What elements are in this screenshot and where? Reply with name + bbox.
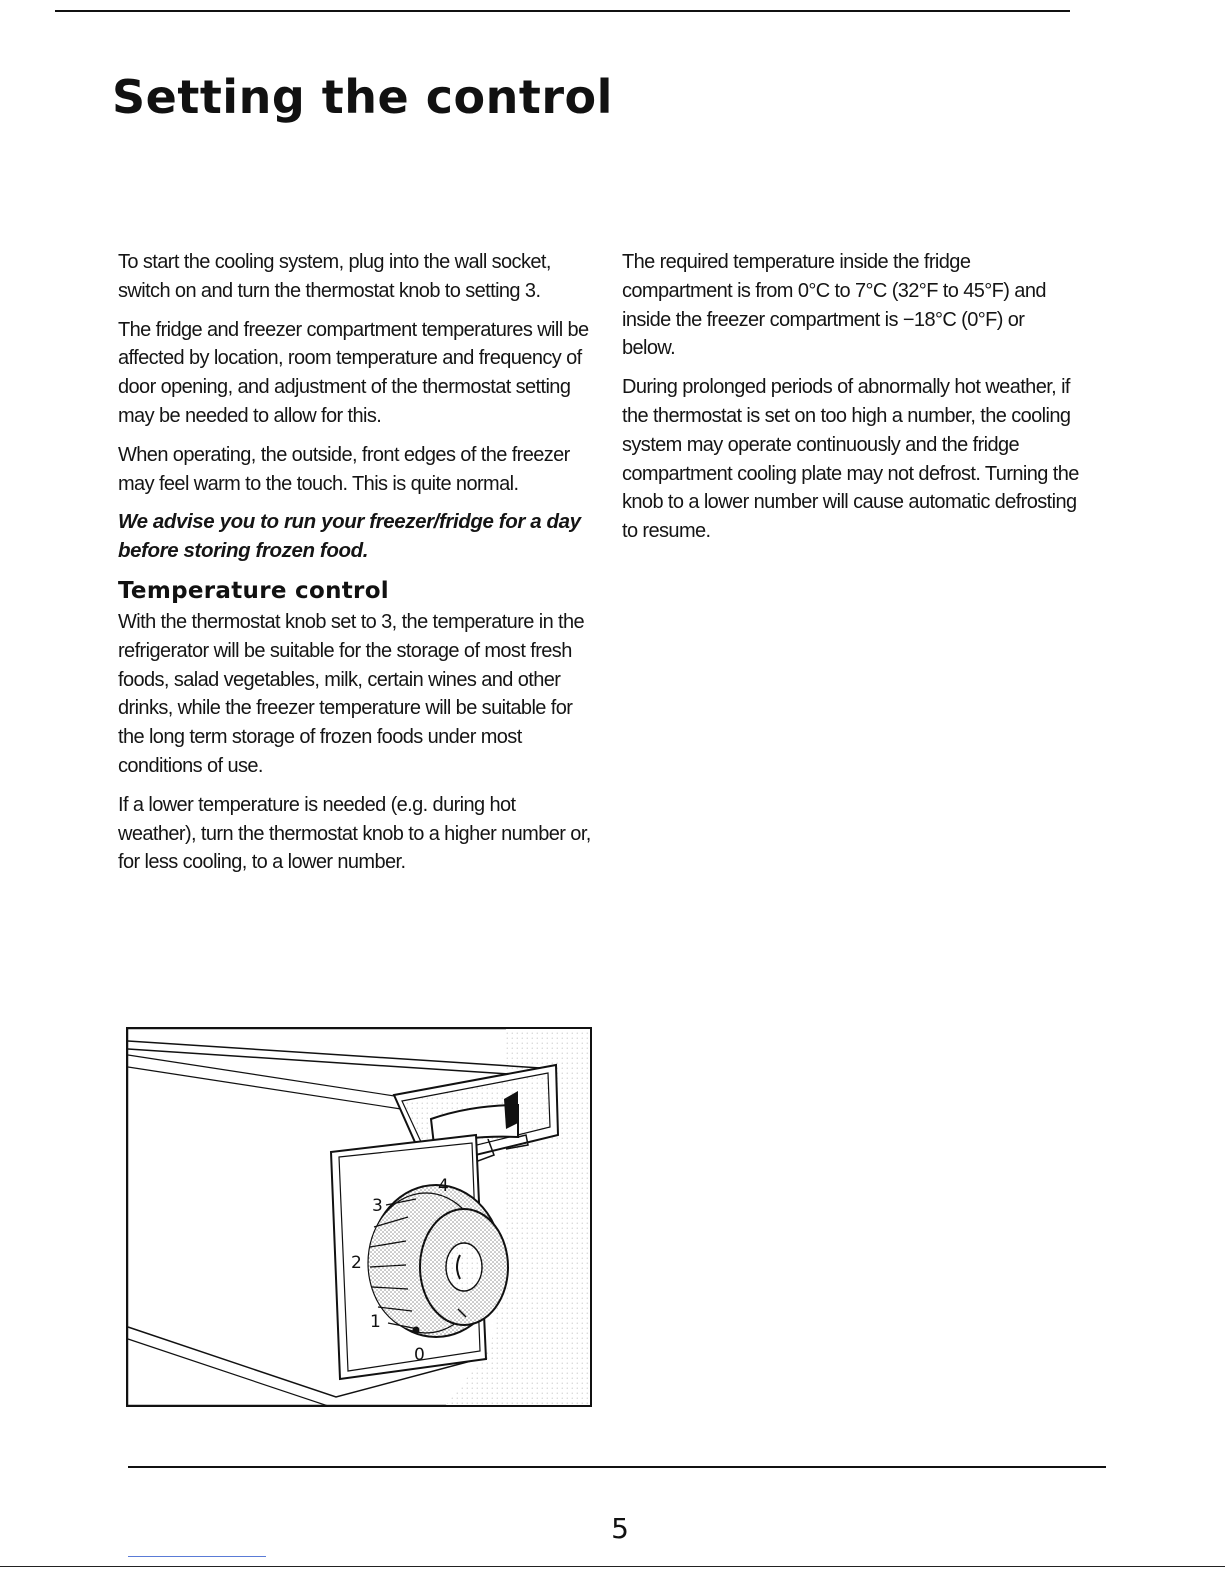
dial-label-1: 1: [370, 1312, 381, 1332]
scan-edge-mark: [128, 1556, 266, 1557]
thermostat-illustration: [126, 1027, 592, 1407]
right-column: [622, 248, 1082, 556]
required-temperature-paragraph: The required temperature inside the fridge compartment is from 0°C to 7°C (32°F to 45°F) and inside the freezer compartment is −18°C (0°F) or below.: [622, 251, 1046, 360]
top-rule: [55, 10, 1070, 12]
page-number: 5: [611, 1512, 629, 1545]
dial-label-4: 4: [438, 1176, 449, 1196]
dial-label-0: 0: [414, 1345, 425, 1365]
thermostat-setting-paragraph: With the thermostat knob set to 3, the temperature in the refrigerator will be suitable for the storage of most fresh foods, salad vegetables, milk, certain wines and other drinks, while the freezer temperature will be suitable for the long term storage of frozen foods under most conditions of use.: [118, 610, 585, 777]
scan-bottom-edge: [0, 1566, 1225, 1567]
left-column: [118, 248, 593, 887]
dial-label-2: 2: [351, 1253, 362, 1273]
thermostat-drawing: [126, 1027, 592, 1407]
temperature-factors-paragraph: The fridge and freezer compartment temperatures will be affected by location, room temperature and frequency of door opening, and adjustment of the thermostat setting may be needed to allow for this.: [118, 318, 589, 427]
intro-paragraph: To start the cooling system, plug into the wall socket, switch on and turn the thermostat knob to setting 3.: [118, 251, 551, 302]
advice-note: We advise you to run your freezer/fridge for a day before storing frozen food.: [118, 510, 581, 563]
bottom-rule: [128, 1466, 1106, 1468]
page-title: Setting the control: [112, 70, 613, 124]
dial-label-3: 3: [372, 1196, 383, 1216]
warm-edges-paragraph: When operating, the outside, front edges of the freezer may feel warm to the touch. This is quite normal.: [118, 443, 570, 495]
lower-temperature-paragraph: If a lower temperature is needed (e.g. during hot weather), turn the thermostat knob to a higher number or, for less cooling, to a lower number.: [118, 793, 591, 874]
hot-weather-paragraph: During prolonged periods of abnormally hot weather, if the thermostat is set on too high a number, the cooling system may operate continuously and the fridge compartment cooling plate may not defrost. Turning the knob to a lower number will cause automatic defrosting to resume.: [622, 376, 1079, 543]
section-heading: Temperature control: [118, 577, 389, 604]
